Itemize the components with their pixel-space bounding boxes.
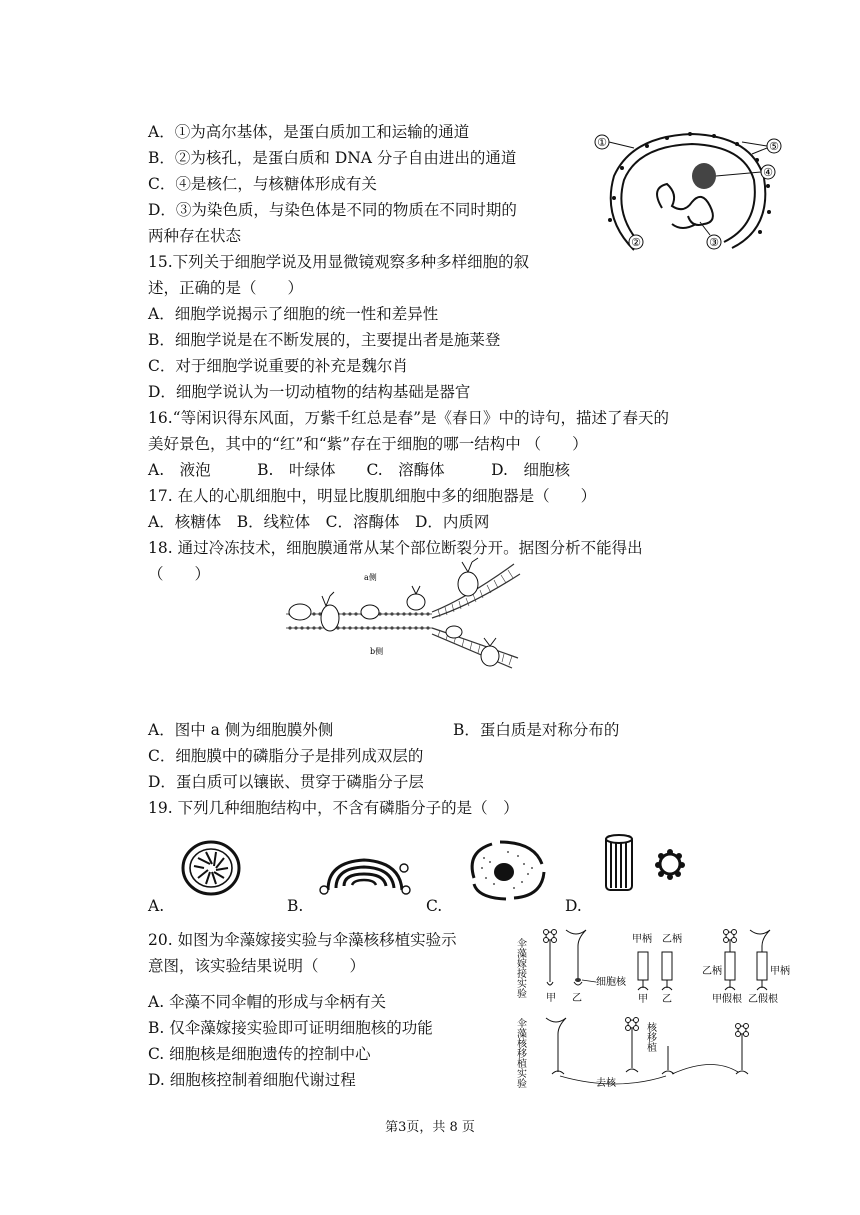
page-footer: 第3页，共 8 页 (385, 1120, 475, 1135)
q19-label-b: B. (287, 897, 304, 915)
yi-label-1: 乙 (572, 993, 582, 1004)
golgi-icon (318, 852, 410, 896)
q16-stem: 16.“等闲识得东风面，万紫千红总是春”是《春日》中的诗句，描述了春天的 (148, 409, 670, 427)
label-3: ③ (709, 236, 719, 249)
q19-label-c: C. (426, 897, 443, 915)
q15-stem-cont: 述，正确的是（ ） (148, 279, 304, 297)
q14-option-b: B．②为核孔，是蛋白质和 DNA 分子自由进出的通道 (148, 149, 517, 167)
label-b-side: b侧 (370, 647, 384, 656)
label-a-side: a侧 (364, 573, 377, 582)
transplant-label: 核移植 (644, 1022, 656, 1052)
q14-option-a: A．①为高尔基体，是蛋白质加工和运输的通道 (148, 123, 470, 141)
acetabularia-diagram (516, 926, 794, 1098)
q17-stem: 17. 在人的心肌细胞中，明显比腹肌细胞中多的细胞器是（ ） (148, 487, 597, 505)
q20-option-d: D. 细胞核控制着细胞代谢过程 (148, 1071, 356, 1089)
q18-option-b: B．蛋白质是对称分布的 (453, 721, 620, 739)
label-5: ⑤ (769, 140, 779, 153)
label-1: ① (597, 136, 607, 149)
yi-stalk-label-2: 乙柄 (702, 966, 722, 977)
q19-stem: 19. 下列几种细胞结构中，不含有磷脂分子的是（ ） (148, 799, 519, 817)
q20-option-a: A. 伞藻不同伞帽的形成与伞柄有关 (148, 993, 387, 1011)
nucleus-icon (462, 838, 548, 902)
q18-stem: 18. 通过冷冻技术，细胞膜通常从某个部位断裂分开。据图分析不能得出 (148, 539, 643, 557)
mitochondrion-icon (180, 836, 242, 900)
membrane-diagram (282, 556, 528, 686)
label-4: ④ (763, 166, 773, 179)
yi-stalk-label-1: 乙柄 (662, 934, 682, 945)
nucleus-label: 细胞核 (596, 977, 626, 988)
q15-option-d: D．细胞学说认为一切动植物的结构基础是器官 (148, 383, 471, 401)
q20-option-b: B. 仅伞藻嫁接实验即可证明细胞核的功能 (148, 1019, 433, 1037)
q18-option-c: C．细胞膜中的磷脂分子是排列成双层的 (148, 747, 424, 765)
remove-nucleus-label: 去核 (596, 1078, 616, 1089)
jia-stalk-label-1: 甲柄 (632, 934, 652, 945)
transplant-experiment-title: 伞藻核移植实验 (514, 1018, 526, 1088)
jia-rhizoid-label: 甲假根 (712, 994, 742, 1005)
q20-stem: 20. 如图为伞藻嫁接实验与伞藻核移植实验示 (148, 931, 457, 949)
graft-experiment-title: 伞藻嫁接实验 (514, 938, 526, 998)
q17-options: A．核糖体 B．线粒体 C．溶酶体 D．内质网 (148, 513, 490, 531)
q19-label-a: A. (148, 897, 165, 915)
q14-option-d: D．③为染色质，与染色体是不同的物质在不同时期的 (148, 201, 517, 219)
yi-label-2: 乙 (662, 994, 672, 1005)
q15-option-b: B．细胞学说是在不断发展的，主要提出者是施莱登 (148, 331, 501, 349)
q14-option-c: C．④是核仁，与核糖体形成有关 (148, 175, 377, 193)
jia-label-2: 甲 (638, 994, 648, 1005)
centriole-icon (600, 832, 692, 894)
jia-stalk-label-2: 甲柄 (770, 966, 790, 977)
q15-stem: 15.下列关于细胞学说及用显微镜观察多种多样细胞的叙 (148, 253, 530, 271)
q18-option-d: D．蛋白质可以镶嵌、贯穿于磷脂分子层 (148, 773, 424, 791)
q15-option-a: A．细胞学说揭示了细胞的统一性和差异性 (148, 305, 439, 323)
q19-label-d: D. (565, 897, 582, 915)
label-2: ② (631, 236, 641, 249)
yi-rhizoid-label: 乙假根 (748, 994, 778, 1005)
q20-option-c: C. 细胞核是细胞遗传的控制中心 (148, 1045, 371, 1063)
jia-label-1: 甲 (546, 993, 556, 1004)
q18-stem-cont: （ ） (148, 565, 211, 583)
q20-stem-cont: 意图，该实验结果说明（ ） (148, 957, 366, 975)
q14-option-d-cont: 两种存在状态 (148, 227, 242, 245)
q18-option-a: A．图中 a 侧为细胞膜外侧 (148, 721, 334, 739)
q15-option-c: C．对于细胞学说重要的补充是魏尔肖 (148, 357, 408, 375)
nucleus-diagram (592, 128, 782, 256)
q16-stem-cont: 美好景色，其中的“红”和“紫”存在于细胞的哪一结构中 （ ） (148, 435, 588, 453)
q16-options: A. 液泡 B. 叶绿体 C. 溶酶体 D. 细胞核 (148, 461, 570, 479)
